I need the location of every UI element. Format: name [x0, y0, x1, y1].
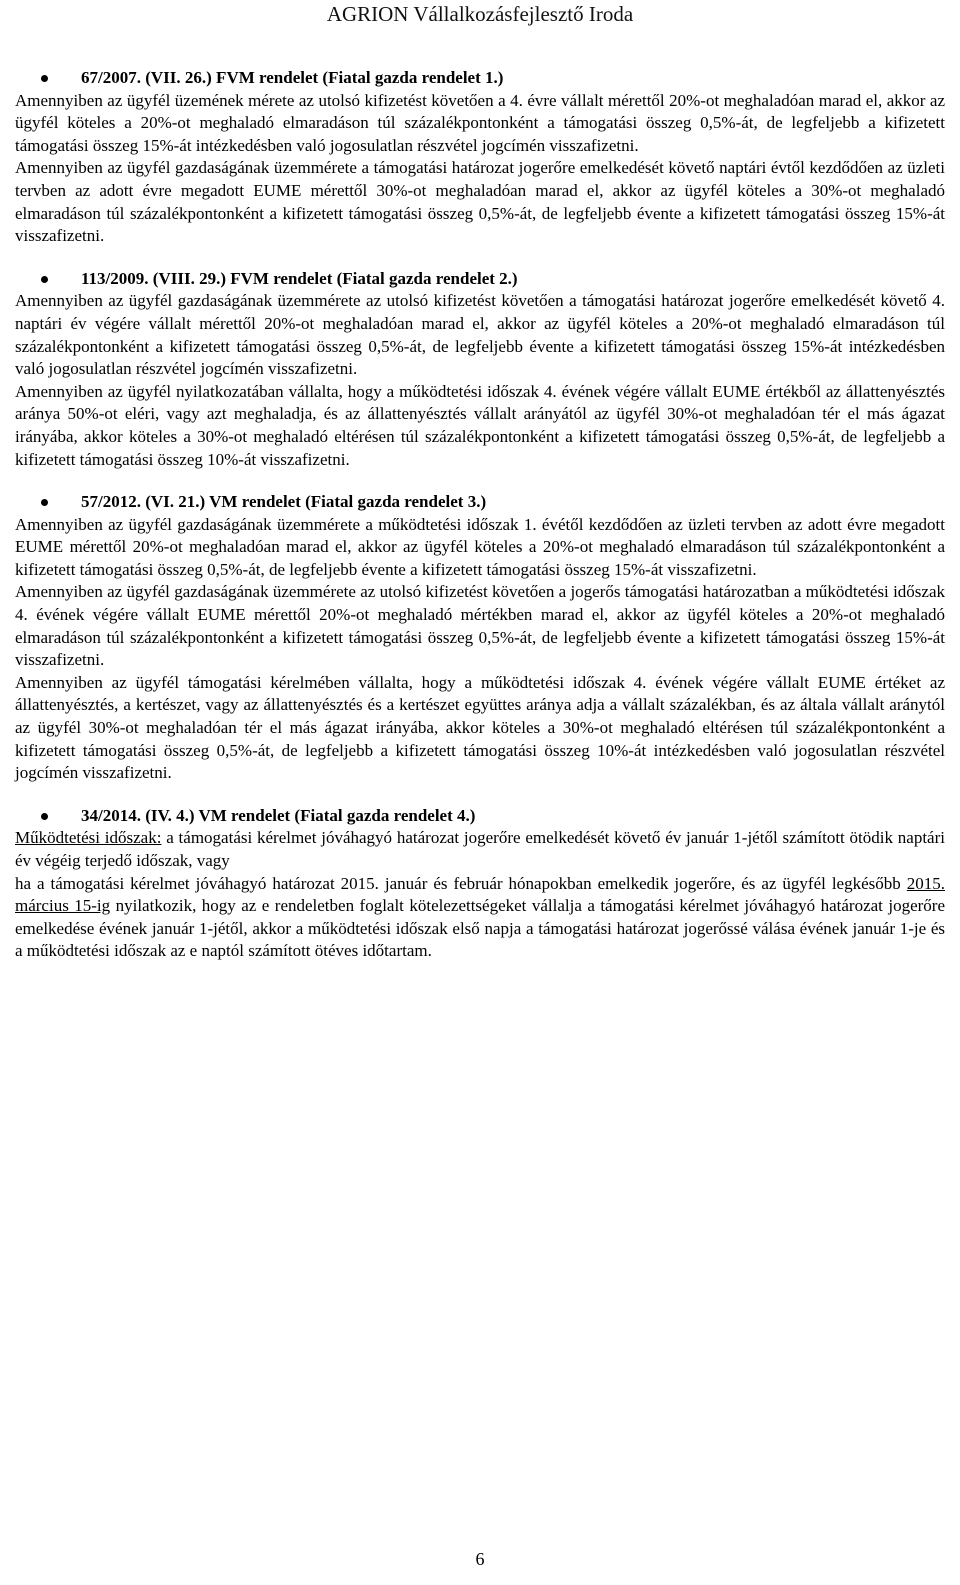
paragraph: Amennyiben az ügyfél támogatási kérelmében vállalta, hogy a működtetési időszak 4. évének végére vállalt EUME értéket az állattenyésztés, a kertészet, vagy az állattenyésztés és a kertészet együttes aránya adja a vállalt százalékban, és az általa vállalt aránytól az ügyfél 30%-ot meghaladóan tér el más ágazat irányába, akkor köteles a 30%-ot meghaladó eltérésen túl százalékpontonként a kifizetett támogatási összeg 0,5%-át, de legfeljebb a kifizetett támogatási összeg 10%-át intézkedésben való jogosulatlan részvétel jogcímén visszafizetni.: [15, 672, 945, 783]
deadline-date: 2015. március 15-ig: [15, 873, 945, 916]
section-regulation-2: [15, 268, 945, 471]
term-definition: a támogatási kérelmet jóváhagyó határozat jogerőre emelkedését követő év január 1-jétől számított ötödik naptári év végéig terjedő időszak, vagy: [15, 828, 945, 870]
bullet-icon: [41, 499, 48, 506]
paragraph: [15, 827, 945, 872]
page-number: 6: [475, 1549, 485, 1569]
page-content: [15, 67, 945, 983]
bullet-icon: [41, 75, 48, 82]
section-regulation-4: [15, 805, 945, 963]
section-regulation-3: [15, 491, 945, 785]
term-label: Működtetési időszak:: [15, 828, 162, 848]
page-header: AGRION Vállalkozásfejlesztő Iroda: [326, 2, 634, 26]
bullet-icon: [41, 276, 48, 283]
paragraph: Amennyiben az ügyfél üzemének mérete az utolsó kifizetést követően a 4. évre vállalt mérettől 20%-ot meghaladóan marad el, akkor az ügyfél köteles a 20%-ot meghaladó elmaradáson túl százalékpontonként a támogatási összeg 0,5%-át, de legfeljebb a kifizetett támogatási összeg 15%-át intézkedésben való jogosulatlan részvétel jogcímén visszafizetni.: [15, 90, 945, 155]
bullet-icon: [41, 813, 48, 820]
section-title: 34/2014. (IV. 4.) VM rendelet (Fiatal gazda rendelet 4.): [81, 805, 476, 825]
section-title: 57/2012. (VI. 21.) VM rendelet (Fiatal gazda rendelet 3.): [81, 492, 487, 512]
paragraph: [15, 873, 945, 963]
section-title: 113/2009. (VIII. 29.) FVM rendelet (Fiatal gazda rendelet 2.): [81, 268, 518, 288]
section-title: 67/2007. (VII. 26.) FVM rendelet (Fiatal gazda rendelet 1.): [81, 68, 504, 87]
paragraph: Amennyiben az ügyfél gazdaságának üzemmérete a működtetési időszak 1. évétől kezdődően az üzleti tervben az adott évre megadott EUME mérettől 20%-ot meghaladóan marad el, akkor az ügyfél köteles a 20%-ot meghaladó elmaradáson túl százalékpontonként a kifizetett támogatási összeg 0,5%-át, de legfeljebb évente a kifizetett támogatási összeg 15%-át visszafizetni.: [15, 514, 945, 579]
section-regulation-1: [15, 67, 945, 248]
text-run: ha a támogatási kérelmet jóváhagyó határozat 2015. január és február hónapokban emelkedik jogerőre, és az ügyfél legkésőbb: [15, 873, 907, 893]
paragraph: Amennyiben az ügyfél gazdaságának üzemmérete a támogatási határozat jogerőre emelkedését követő naptári évtől kezdődően az üzleti tervben az adott évre megadott EUME mérettől 30%-ot meghaladóan marad el, akkor az ügyfél köteles a 30%-ot meghaladó elmaradáson túl százalékpontonként a kifizetett támogatási összeg 0,5%-át, de legfeljebb évente a kifizetett támogatási összeg 15%-át visszafizetni.: [15, 158, 945, 246]
paragraph: Amennyiben az ügyfél gazdaságának üzemmérete az utolsó kifizetést követően a jogerős támogatási határozatban a működtetési időszak 4. évének végére vállalt EUME mérettől 20%-ot meghaladó mértékben marad el, akkor az ügyfél köteles a 20%-ot meghaladó elmaradáson túl százalékpontonként a kifizetett támogatási összeg 0,5%-át, de legfeljebb évente a kifizetett támogatási összeg 15%-át visszafizetni.: [15, 582, 945, 670]
text-run: nyilatkozik, hogy az e rendeletben foglalt kötelezettségeket vállalja a támogatási kérelmet jóváhagyó határozat jogerőre emelkedése évének január 1-jétől, akkor a működtetési időszak első napja a támogatási határozat jogerőssé válása évének január 1-je és a működtetési időszak az e naptól számított ötéves időtartam.: [15, 896, 945, 961]
paragraph: Amennyiben az ügyfél nyilatkozatában vállalta, hogy a működtetési időszak 4. évének végére vállalt EUME értékből az állattenyésztés aránya 50%-ot eléri, vagy azt meghaladja, és az állattenyésztés vállalt arányától az ügyfél 30%-ot meghaladóan tér el más ágazat irányába, akkor köteles a 30%-ot meghaladó eltérésen túl százalékpontonként a kifizetett támogatási összeg 0,5%-át, de legfeljebb a kifizetett támogatási összeg 10%-át visszafizetni.: [15, 381, 945, 469]
paragraph: Amennyiben az ügyfél gazdaságának üzemmérete az utolsó kifizetést követően a támogatási határozat jogerőre emelkedését követő 4. naptári év végére vállalt mérettől 20%-ot meghaladóan marad el, akkor az ügyfél köteles a 20%-ot meghaladó elmaradáson túl százalékpontonként a kifizetett támogatási összeg 0,5%-át, de legfeljebb évente a kifizetett támogatási összeg 15%-át intézkedésben való jogosulatlan részvétel jogcímén visszafizetni.: [15, 291, 945, 379]
